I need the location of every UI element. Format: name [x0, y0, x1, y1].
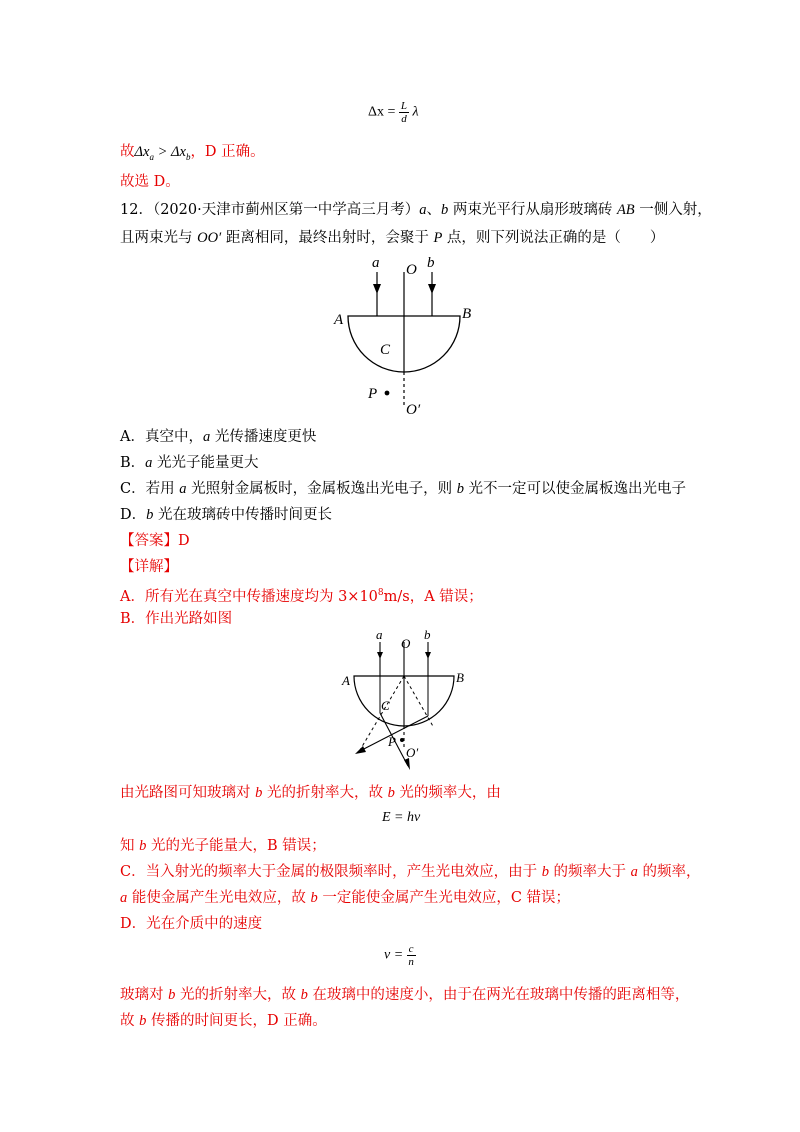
point-p-dot-2	[400, 738, 404, 742]
detail-d3-pre: 故	[120, 1013, 140, 1029]
option-a	[120, 427, 316, 447]
option-a-var: a	[202, 429, 211, 445]
figure-2-light-path	[338, 628, 468, 776]
ray-a-2-arrow	[377, 652, 383, 659]
fraction-n: n	[408, 956, 414, 968]
question-line2-b: 距离相同，最终出射时，会聚于	[221, 230, 434, 246]
question-p: P	[433, 230, 443, 246]
option-c-var2: b	[456, 481, 464, 497]
option-a-post: 光传播速度更快	[210, 429, 317, 445]
detail-c1-post: 的频率，	[637, 864, 701, 880]
detail-c2-var2: b	[310, 890, 318, 906]
detail-b2	[120, 783, 501, 803]
label-P: P	[368, 386, 378, 402]
formula-delta-x	[368, 100, 419, 125]
detail-label: 详解	[134, 559, 164, 575]
label-C: C	[380, 342, 391, 358]
detail-b3	[120, 836, 326, 856]
fraction-numerator: L	[400, 100, 408, 112]
label-B-2: B	[456, 670, 464, 685]
detail-b2-mid: 光的折射率大，故	[262, 785, 388, 801]
question-ab: AB	[616, 202, 635, 218]
question-line-2	[120, 228, 664, 248]
compare-sub-b: b	[185, 151, 191, 162]
answer-value: D	[178, 533, 190, 549]
detail-b2-post: 光的频率大，由	[394, 785, 501, 801]
label-b: b	[427, 255, 435, 271]
option-c-var: a	[179, 481, 187, 497]
label-B: B	[462, 306, 472, 322]
formula-v-lhs: v =	[384, 947, 404, 963]
detail-d2-mid: 光的折射率大，故	[175, 987, 301, 1003]
formula-lhs: Δx =	[368, 104, 396, 120]
detail-d2-var2: b	[300, 987, 308, 1003]
detail-a-exp: 8	[377, 588, 384, 598]
question-oo: OO′	[197, 230, 222, 246]
detail-close: 】	[163, 559, 178, 575]
question-text-1: 两束光平行从扇形玻璃砖	[448, 202, 617, 218]
fraction-c: c	[408, 943, 414, 955]
detail-b: B．作出光路如图	[120, 611, 233, 627]
point-p-dot	[385, 391, 390, 396]
compare-expr: Δx	[134, 144, 150, 160]
detail-c1	[120, 862, 701, 882]
ray-b-2-arrow	[425, 652, 431, 659]
label-a-2: a	[376, 628, 383, 642]
question-var-b: b	[440, 202, 449, 218]
detail-b2-pre: 由光路图可知玻璃对	[120, 785, 256, 801]
detail-c1-var: b	[541, 864, 549, 880]
label-C-2: C	[381, 698, 390, 713]
label-A-2: A	[342, 673, 350, 688]
option-d-pre: D．	[120, 507, 147, 523]
dashed-normal-left	[360, 676, 404, 750]
question-source: （2020·天津市蓟州区第一中学高三月考）	[152, 202, 420, 218]
question-line-1	[120, 200, 712, 220]
detail-b3-var: b	[139, 838, 147, 854]
detail-c2-post: 一定能使金属产生光电效应，C 错误；	[317, 890, 571, 906]
detail-b2-var: b	[255, 785, 263, 801]
compare-gt: > Δx	[153, 144, 186, 160]
ray-b-exit-arrow	[355, 746, 366, 754]
label-o-2: O	[401, 636, 411, 651]
label-a: a	[372, 255, 380, 271]
label-o: O	[406, 262, 417, 278]
option-d-post: 光在玻璃砖中传播时间更长	[153, 507, 332, 523]
detail-c1-var2: a	[630, 864, 638, 880]
detail-b2-var2: b	[387, 785, 395, 801]
label-O-prime-2: O′	[406, 745, 419, 760]
compare-prefix: 故	[120, 144, 135, 160]
answer-label: 答案	[134, 533, 164, 549]
detail-d2-pre: 玻璃对	[120, 987, 169, 1003]
detail-d3	[120, 1011, 327, 1031]
option-b	[120, 453, 259, 473]
detail-c2-mid: 能使金属产生光电效应，故	[127, 890, 311, 906]
compare-sub-a: a	[149, 151, 154, 162]
detail-open: 【	[120, 559, 135, 575]
answer-line	[120, 531, 190, 551]
option-a-pre: A．真空中，	[120, 429, 203, 445]
formula-v-c-n	[384, 943, 416, 968]
fraction-c-n	[407, 943, 416, 968]
detail-a-post: m/s，A 错误；	[383, 588, 483, 605]
question-text-2: 一侧入射，	[634, 202, 712, 218]
compare-line	[120, 142, 265, 167]
label-b-2: b	[424, 628, 431, 642]
detail-d2-var: b	[168, 987, 176, 1003]
option-b-pre: B．	[120, 455, 146, 471]
detail-header	[120, 557, 178, 577]
option-d-var: b	[146, 507, 154, 523]
question-sep: 、	[426, 202, 441, 218]
detail-d3-post: 传播的时间更长，D 正确。	[146, 1013, 327, 1029]
fraction-denominator: d	[401, 113, 407, 125]
answer-close: 】	[163, 533, 178, 549]
detail-b3-post: 光的光子能量大，B 错误；	[146, 838, 326, 854]
question-number: 12．	[120, 202, 153, 218]
choose-line: 故选 D。	[120, 174, 180, 190]
formula-lambda: λ	[412, 104, 419, 120]
question-var-a: a	[419, 202, 427, 218]
question-line2-a: 且两束光与	[120, 230, 198, 246]
answer-open: 【	[120, 533, 135, 549]
detail-c1-mid: 的频率大于	[548, 864, 631, 880]
detail-d3-var: b	[139, 1013, 147, 1029]
detail-c2	[120, 888, 570, 908]
ray-b-arrow	[428, 284, 436, 294]
detail-d2	[120, 985, 689, 1005]
detail-c1-pre: C．当入射光的频率大于金属的极限频率时，产生光电效应，由于	[120, 864, 542, 880]
detail-a-pre: A．所有光在真空中传播速度均为 3×10	[120, 588, 378, 605]
detail-d2-post: 在玻璃中的速度小，由于在两光在玻璃中传播的距离相等，	[307, 987, 690, 1003]
option-c-post: 光不一定可以使金属板逸出光电子	[463, 481, 687, 497]
fraction	[399, 100, 409, 125]
detail-a	[120, 583, 483, 607]
detail-c2-var: a	[120, 890, 128, 906]
label-P-2: P	[388, 734, 396, 749]
compare-suffix: ，D 正确。	[190, 144, 265, 160]
label-A: A	[334, 312, 344, 328]
option-c-pre: C．若用	[120, 481, 180, 497]
option-c	[120, 479, 686, 499]
ray-a-arrow	[373, 284, 381, 294]
formula-e-hv: E = hν	[382, 810, 421, 825]
detail-b3-pre: 知	[120, 838, 140, 854]
question-line2-c: 点，则下列说法正确的是（ ）	[442, 230, 665, 246]
option-d	[120, 505, 332, 525]
option-b-var: a	[145, 455, 153, 471]
option-b-post: 光光子能量更大	[152, 455, 259, 471]
detail-d1: D．光在介质中的速度	[120, 916, 263, 932]
figure-1-semicircle-glass	[330, 250, 480, 420]
option-c-mid: 光照射金属板时，金属板逸出光电子，则	[186, 481, 457, 497]
label-O-prime: O′	[406, 402, 421, 418]
